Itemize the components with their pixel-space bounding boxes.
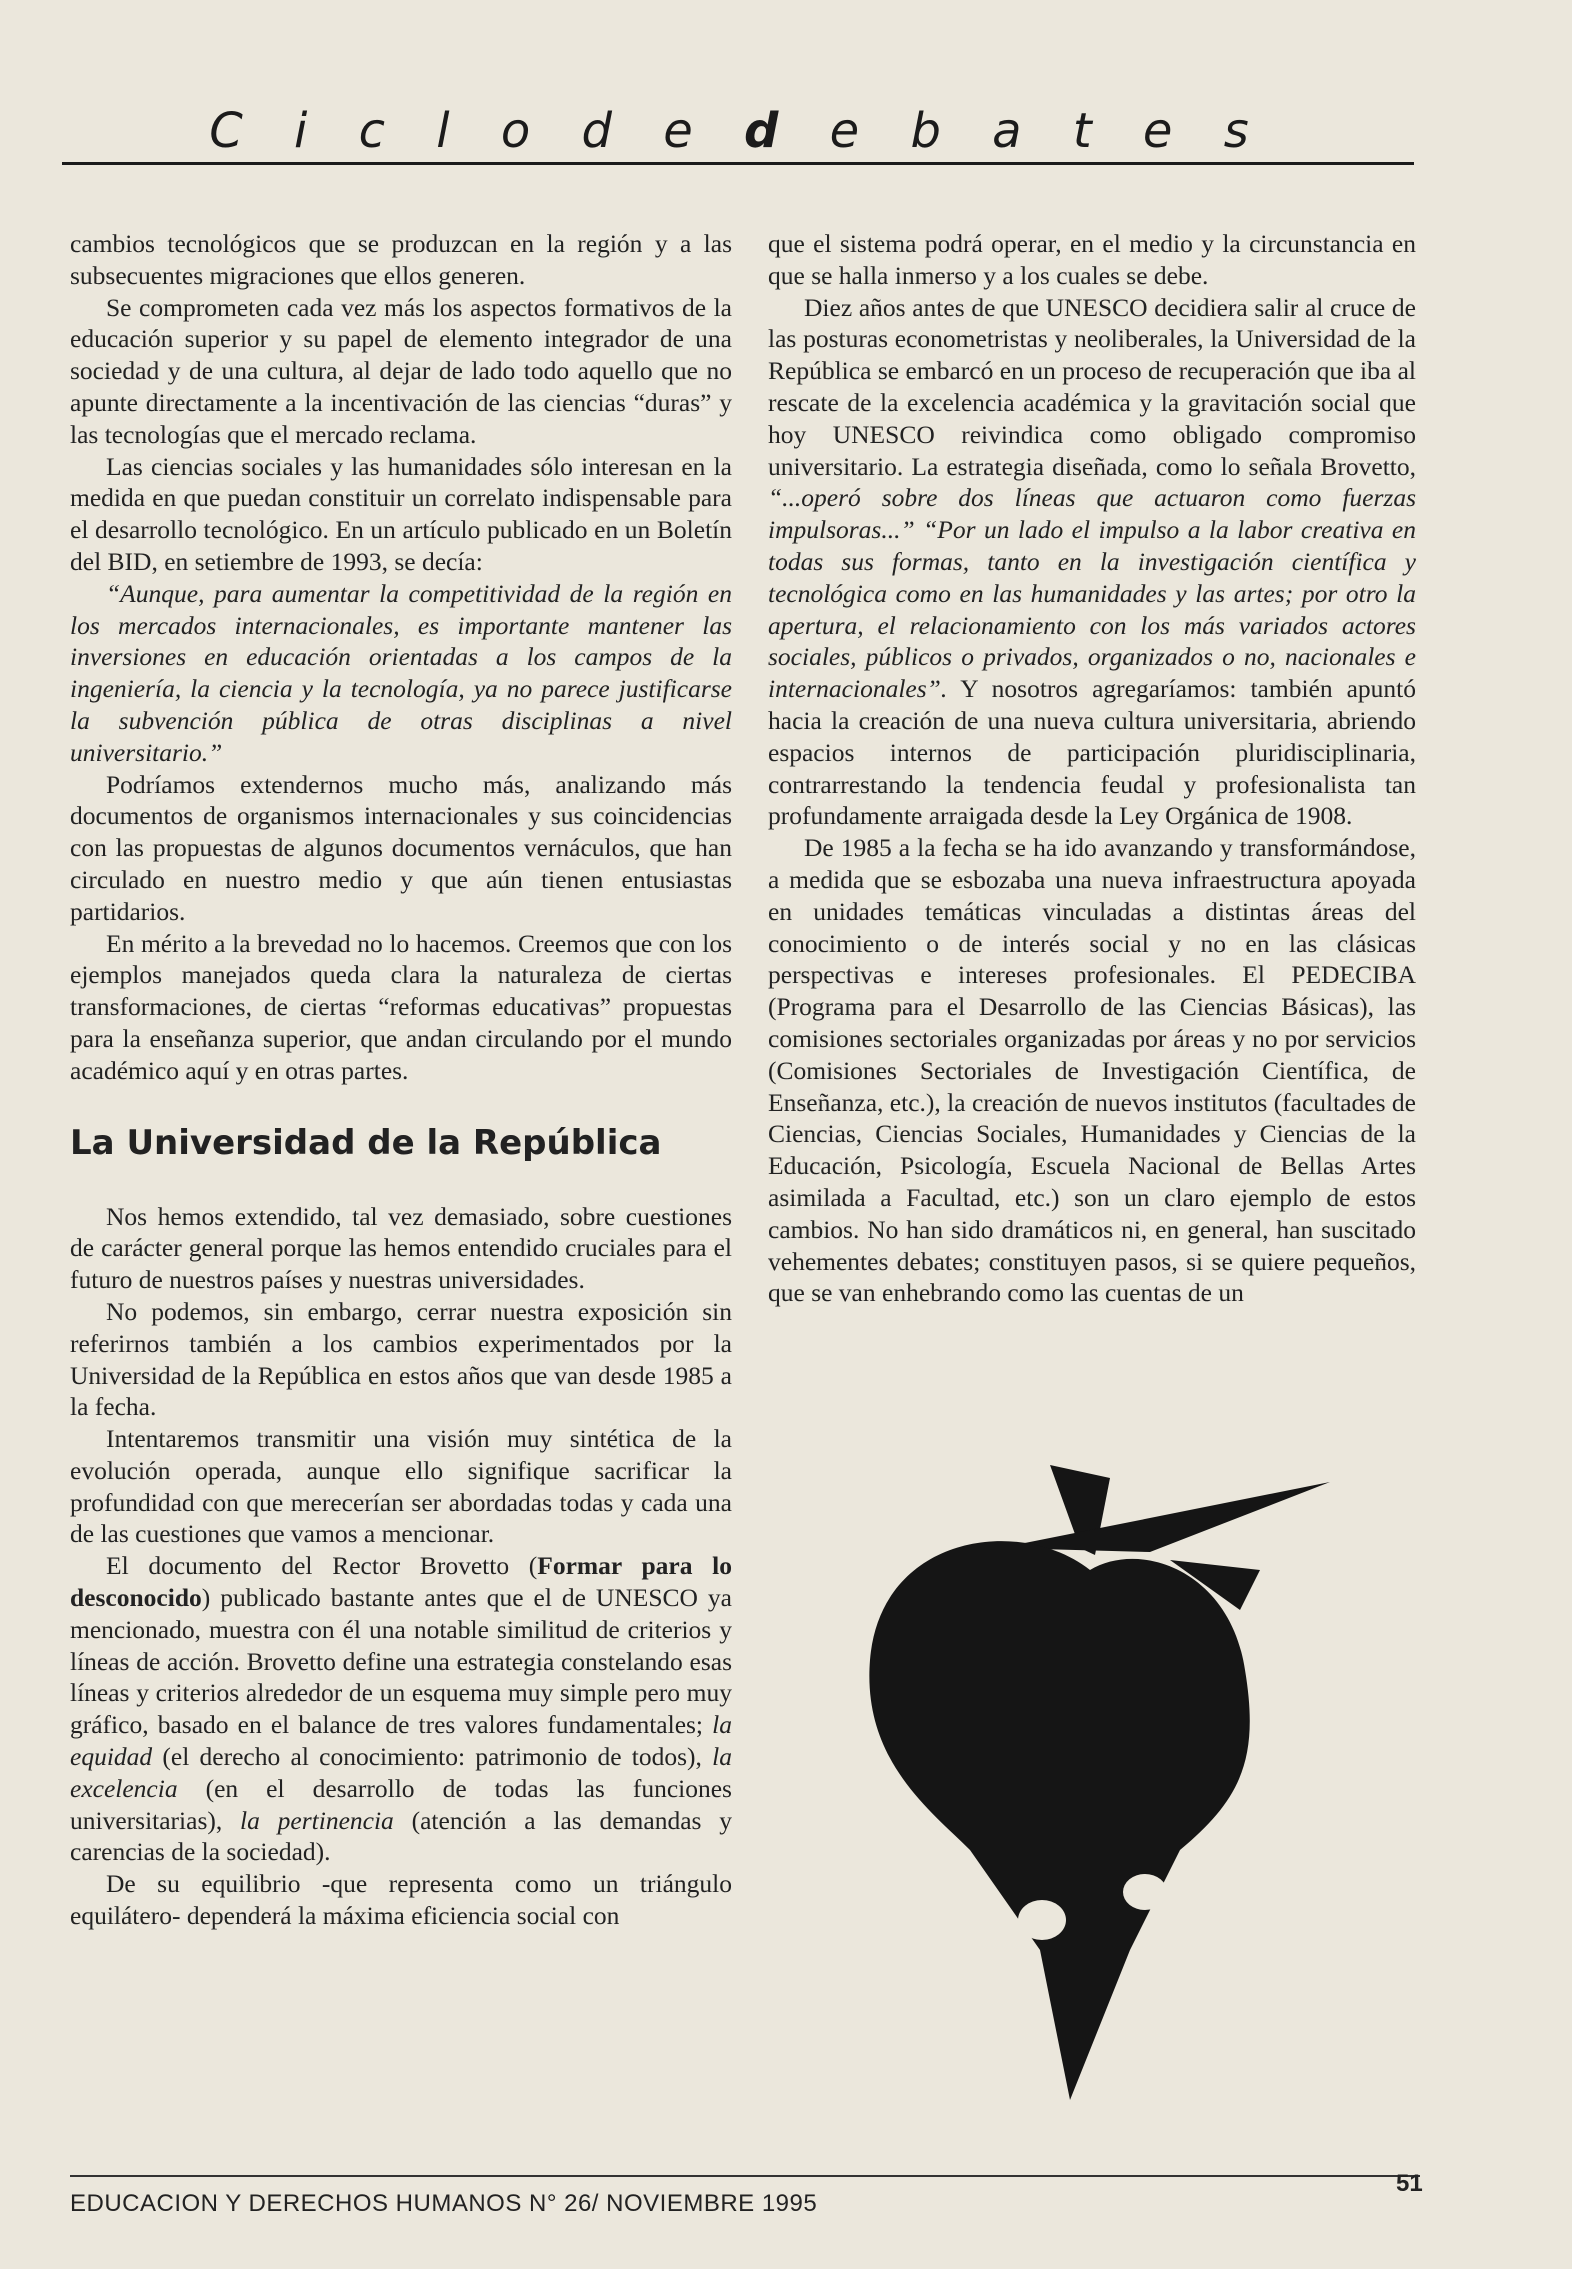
- value-equidad: la equidad: [70, 1710, 732, 1772]
- text-span: (en el desarrollo de todas las funciones universitarias),: [70, 1773, 732, 1835]
- paragraph: No podemos, sin embargo, cerrar nuestra exposición sin referirnos también a los cambios experimentados por la Universidad de la República en estos años que van desde 1985 a la fecha.: [70, 1296, 732, 1422]
- paragraph: Intentaremos transmitir una visión muy sintética de la evolución operada, aunque ello signifique sacrificar la profundidad con que merecerían ser abordadas todas y cada una de las cuestiones que vamos a mencionar.: [70, 1424, 732, 1549]
- paragraph: [70, 1550, 732, 1868]
- text-span: ) publicado bastante antes que el de UNESCO ya mencionado, muestra con él una notable similitud de criterios y líneas de acción. Brovetto define una estrategia constelando esas líneas y criterios alrededor de un esquema muy simple pero muy gráfico, basado en el balance de tres valores fundamentales;: [70, 1583, 732, 1740]
- stem-shape: [1000, 1482, 1330, 1552]
- value-pertinencia: la pertinencia: [240, 1805, 394, 1835]
- text-span: Diez años antes de que UNESCO decidiera salir al cruce de las posturas econometristas y neoliberales, la Universidad de la República se embarcó en un proceso de recuperación que iba al rescate de la excelencia académica y la gravitación social que hoy UNESCO reivindica como obligado compromiso universitario. La estrategia diseñada, como lo señala Brovetto,: [768, 292, 1416, 481]
- footer-publication: EDUCACION Y DERECHOS HUMANOS N° 26/ NOVIEMBRE 1995: [70, 2190, 818, 2217]
- section-heading: La Universidad de la República: [70, 1122, 662, 1163]
- section-header: [62, 100, 1414, 165]
- left-eye-shape: [1018, 1900, 1066, 1940]
- quote-paragraph: “Aunque, para aumentar la competitividad de la región en los mercados internacionales, es importante mantener las inversiones en educación orientadas a los campos de la ingeniería, la ciencia y la tecnología, ya no parece justificarse la subvención pública de otras disciplinas a nivel universitario.”: [70, 578, 732, 767]
- paragraph: que el sistema podrá operar, en el medio y la circunstancia en que se halla inmerso y a los cuales se debe.: [768, 229, 1416, 290]
- text-span: Y nosotros agregaríamos: también apuntó hacia la creación de una nueva cultura universitaria, abriendo espacios internos de participación pluridisciplinaria, contrarrestando la tendencia feudal y profesionalista tan profundamente arraigada desde la Ley Orgánica de 1908.: [768, 674, 1416, 831]
- paragraph: cambios tecnológicos que se produzcan en la región y a las subsecuentes migraciones que ellos generen.: [70, 229, 732, 290]
- document-title: Formar para lo desconocido: [70, 1551, 732, 1613]
- paragraph: [768, 292, 1416, 833]
- paragraph: Se comprometen cada vez más los aspectos formativos de la educación superior y su papel de elemento integrador de una sociedad y de una cultura, al dejar de lado todo aquello que no apunte directamente a la incentivación de las ciencias “duras” y las tecnologías que el mercado reclama.: [70, 292, 732, 449]
- header-title-bold-letter: d: [744, 103, 797, 159]
- text-span: El documento del Rector Brovetto (: [106, 1551, 538, 1581]
- right-eye-shape: [1123, 1874, 1167, 1910]
- header-title-part1: C i c l o d e: [209, 103, 745, 159]
- paragraph: Podríamos extendernos mucho más, analizando más documentos de organismos internacionales y sus coincidencias con las propuestas de algunos documentos vernáculos, que han circulado en nuestro medio y que aún tienen entusiastas partidarios.: [70, 769, 732, 926]
- text-span: (atención a las demandas y carencias de la sociedad).: [70, 1805, 732, 1867]
- left-column: [70, 228, 732, 1932]
- right-column: [768, 228, 1416, 1309]
- footer-divider: [70, 2175, 1420, 2177]
- text-span: (el derecho al conocimiento: patrimonio de todos),: [152, 1742, 713, 1772]
- quote-span: “...operó sobre dos líneas que actuaron como fuerzas impulsoras...” “Por un lado el impulso a la labor creativa en todas sus formas, tanto en la investigación científica y tecnológica como en las humanidades y las artes; por otro la apertura, el relacionamiento con los más variados actores sociales, públicos o privados, organizados o no, nacionales e internacionales”.: [768, 483, 1416, 704]
- paragraph: Nos hemos extendido, tal vez demasiado, sobre cuestiones de carácter general porque las hemos entendido cruciales para el futuro de nuestros países y nuestras universidades.: [70, 1201, 732, 1295]
- paragraph: De su equilibrio -que representa como un triángulo equilátero- dependerá la máxima eficiencia social con: [70, 1869, 732, 1931]
- value-excelencia: la excelencia: [70, 1742, 732, 1803]
- paragraph: Las ciencias sociales y las humanidades sólo interesan en la medida en que puedan constituir un correlato indispensable para el desarrollo tecnológico. En un artículo publicado en un Boletín del BID, en setiembre de 1993, se decía:: [70, 451, 732, 576]
- page-number: 51: [1396, 2170, 1423, 2197]
- header-title-part3: e b a t e s: [796, 103, 1267, 159]
- paragraph: En mérito a la brevedad no lo hacemos. Creemos que con los ejemplos manejados queda clara la naturaleza de ciertas transformaciones, de ciertas “reformas educativas” propuestas para la enseñanza superior, que andan circulando por el mundo académico aquí y en otras partes.: [70, 928, 732, 1085]
- paragraph: De 1985 a la fecha se ha ido avanzando y transformándose, a medida que se esbozaba una nueva infraestructura apoyada en unidades temáticas vinculadas a distintas áreas del conocimiento o de interés social y no en las clásicas perspectivas e intereses profesionales. El PEDECIBA (Programa para el Desarrollo de las Ciencias Básicas), las comisiones sectoriales organizadas por áreas y no por servicios (Comisiones Sectoriales de Investigación Científica, de Enseñanza, etc.), la creación de nuevos institutos (facultades de Ciencias, Ciencias Sociales, Humanidades y Ciencias de la Educación, Psicología, Escuela Nacional de Bellas Artes asimilada a Facultad, etc.) son un claro ejemplo de estos cambios. No han sido dramáticos ni, en general, han suscitado vehementes debates; constituyen pasos, si se quiere pequeños, que se van enhebrando como las cuentas de un: [768, 833, 1416, 1308]
- apple-body-shape: [869, 1541, 1249, 2100]
- apple-face-illustration: [840, 1460, 1360, 2120]
